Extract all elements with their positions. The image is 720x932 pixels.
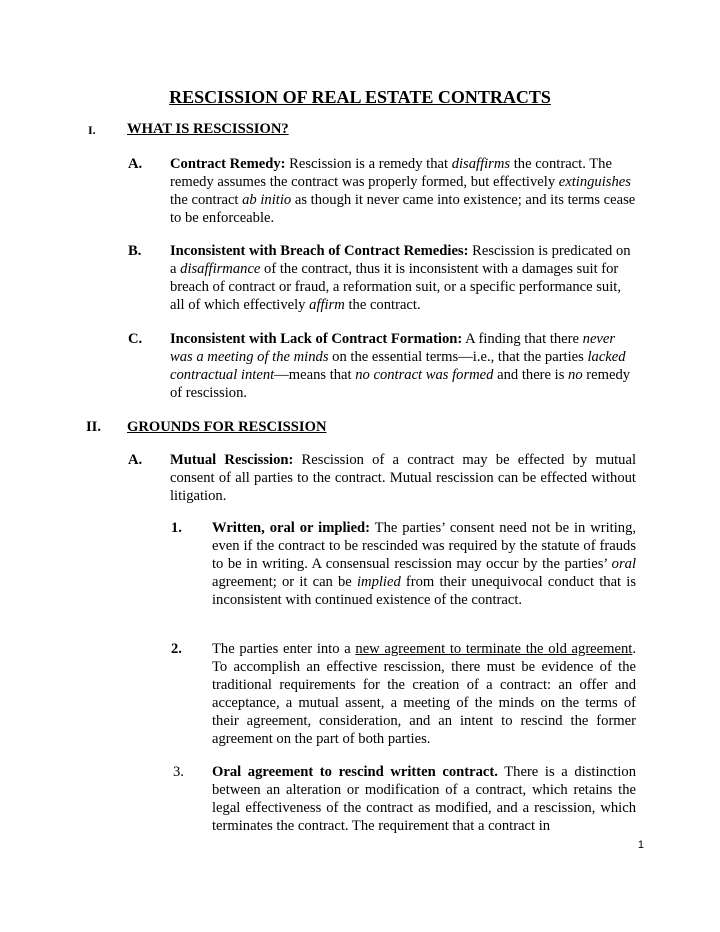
item-1a-heading: Contract Remedy: [170, 156, 286, 172]
subitem-1-paragraph [212, 519, 636, 609]
subitem-2-paragraph [212, 640, 636, 748]
subitem-1-text-italic: oral [611, 556, 636, 572]
item-1c-text: on the essential terms—i.e., that the parties [328, 349, 588, 365]
item-1b-text: Rescission is predicated on a [170, 243, 631, 277]
subitem-1-text: from their unequivocal conduct that is inconsistent with continued existence of the contract. [212, 574, 637, 608]
section-2-number: II. [86, 419, 102, 435]
item-1c-text: —means that [274, 367, 356, 383]
item-1a-letter: A. [128, 156, 143, 172]
item-1c-heading: Inconsistent with Lack of Contract Formation: [170, 331, 463, 347]
item-1c-text-italic: never was a meeting of the minds [170, 331, 616, 365]
item-1a-paragraph [170, 155, 636, 227]
subitem-3-paragraph [212, 763, 636, 835]
item-1b-heading: Inconsistent with Breach of Contract Remedies: [170, 243, 469, 259]
subitem-1-text: The parties’ consent need not be in writing, even if the contract to be rescinded was required by the statute of frauds to be in writing. A consensual rescission may occur by the parties’ [212, 520, 637, 572]
item-1a-text: the contract [170, 192, 243, 208]
item-1c-text: A finding that there [462, 331, 583, 347]
item-2a-letter: A. [128, 452, 143, 468]
subitem-3-text: There is a distinction between an alteration or modification of a contract, which retains the legal effectiveness of the contract as modified, and a rescission, which terminates the contract. The requirement that a contract in [212, 764, 636, 834]
item-1c-text: remedy of rescission. [170, 367, 631, 401]
section-1-title: WHAT IS RESCISSION? [127, 121, 289, 137]
section-1-number: I. [88, 123, 96, 137]
subitem-1-text: agreement; or it can be [212, 574, 357, 590]
subitem-2-text-underlined: new agreement to terminate the old agreement [355, 641, 633, 657]
subitem-1-number: 1. [171, 520, 182, 536]
subitem-2-text: The parties enter into a [212, 641, 356, 657]
document-title: RESCISSION OF REAL ESTATE CONTRACTS [169, 87, 551, 107]
item-1b-text: the contract. [344, 297, 421, 313]
item-1b-text-italic: affirm [309, 297, 345, 313]
item-1a-text: as though it never came into existence; and its terms cease to be enforceable. [170, 192, 636, 226]
item-1b-letter: B. [128, 243, 142, 259]
subitem-2-text: . To accomplish an effective rescission, there must be evidence of the traditional requirements for the creation of a contract: an offer and acceptance, a mutual assent, a meeting of the minds on the terms of their agreement, consideration, and an intent to rescind the former agreement on the part of both parties. [212, 641, 636, 747]
item-1c-paragraph [170, 330, 636, 402]
item-2a-paragraph [170, 451, 636, 505]
item-1b-paragraph [170, 242, 636, 314]
subitem-3-number: 3. [173, 764, 184, 780]
subitem-3-heading: Oral agreement to rescind written contract. [212, 764, 498, 780]
section-2-title: GROUNDS FOR RESCISSION [127, 419, 327, 435]
item-1c-text-italic: lacked contractual intent [170, 349, 626, 383]
item-1c-text: and there is [493, 367, 569, 383]
subitem-1-text-italic: implied [356, 574, 401, 590]
item-2a-heading: Mutual Rescission: [170, 452, 294, 468]
subitem-2-number: 2. [171, 641, 182, 657]
item-1a-text-italic: ab initio [242, 192, 292, 208]
item-2a-text: Rescission of a contract may be effected by mutual consent of all parties to the contract. Mutual rescission can be effected without litigation. [170, 452, 637, 504]
item-1a-text-italic: disaffirms [451, 156, 511, 172]
item-1b-text: of the contract, thus it is inconsistent with a damages suit for breach of contract or fraud, a reformation suit, or a specific performance suit, all of which effectively [170, 261, 621, 313]
item-1a-text-italic: extinguishes [558, 174, 631, 190]
item-1c-letter: C. [128, 331, 143, 347]
subitem-1-heading: Written, oral or implied: [212, 520, 371, 536]
item-1c-text-italic: no [568, 367, 583, 383]
item-1a-text: the contract. The remedy assumes the contract was properly formed, but effectively [170, 156, 612, 190]
item-1c-text-italic: no contract was formed [355, 367, 494, 383]
item-1b-text-italic: disaffirmance [180, 261, 261, 277]
page-number: 1 [637, 839, 644, 851]
item-1a-text: Rescission is a remedy that [285, 156, 452, 172]
